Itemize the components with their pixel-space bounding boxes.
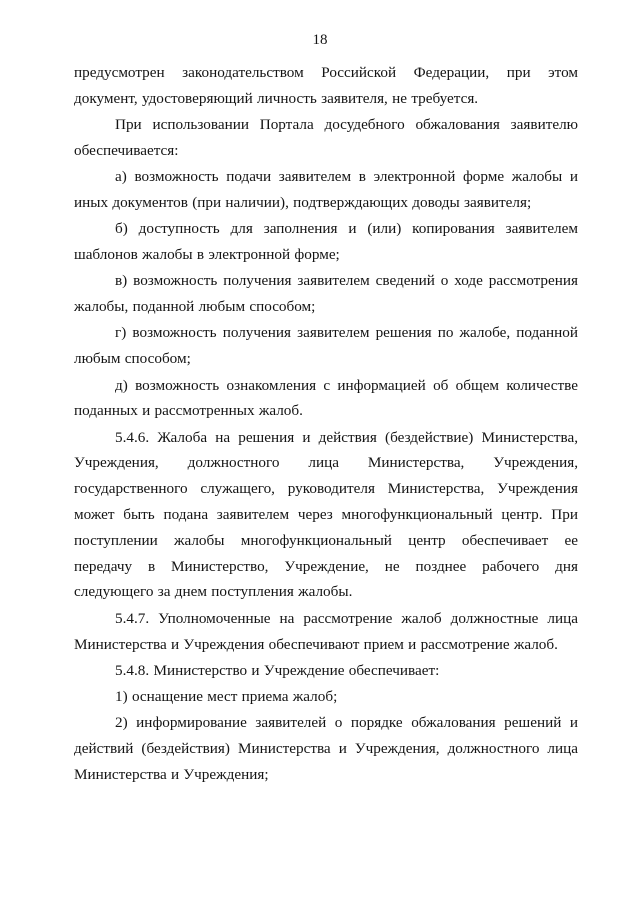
list-item-g: г) возможность получения заявителем решения по жалобе, поданной любым способом; xyxy=(74,324,578,368)
document-body xyxy=(74,60,578,788)
list-item-1: 1) оснащение мест приема жалоб; xyxy=(115,688,338,706)
section-5-4-7: 5.4.7. Уполномоченные на рассмотрение жалоб должностные лица Министерства и Учреждения обеспечивают прием и рассмотрение жалоб. xyxy=(74,609,578,653)
paragraph-continuation: предусмотрен законодательством Российской Федерации, при этом документ, удостоверяющий личность заявителя, не требуется. xyxy=(74,64,578,107)
list-item-b: б) доступность для заполнения и (или) копирования заявителем шаблонов жалобы в электронной форме; xyxy=(74,220,578,264)
page-number: 18 xyxy=(312,32,328,48)
paragraph-portal-intro: При использовании Портала досудебного обжалования заявителю обеспечивается: xyxy=(74,116,578,159)
section-5-4-6: 5.4.6. Жалоба на решения и действия (бездействие) Министерства, Учреждения, должностного лица Министерства, Учреждения, государственного служащего, руководителя Министерства, Учреждения может быть подана заявителем через многофункциональный центр. При поступлении жалобы многофункциональный центр обеспечивает ее передачу в Министерство, Учреждение, не позднее рабочего дня следующего за днем поступления жалобы. xyxy=(74,428,578,601)
section-5-4-8: 5.4.8. Министерство и Учреждение обеспечивает: xyxy=(115,661,440,679)
list-item-d: д) возможность ознакомления с информацией об общем количестве поданных и рассмотренных жалоб. xyxy=(74,376,578,420)
list-item-v: в) возможность получения заявителем сведений о ходе рассмотрения жалобы, поданной любым способом; xyxy=(74,272,578,316)
list-item-a: а) возможность подачи заявителем в электронной форме жалобы и иных документов (при наличии), подтверждающих доводы заявителя; xyxy=(74,168,578,211)
list-item-2: 2) информирование заявителей о порядке обжалования решений и действий (бездействия) Министерства и Учреждения, должностного лица Министерства и Учреждения; xyxy=(74,714,578,784)
